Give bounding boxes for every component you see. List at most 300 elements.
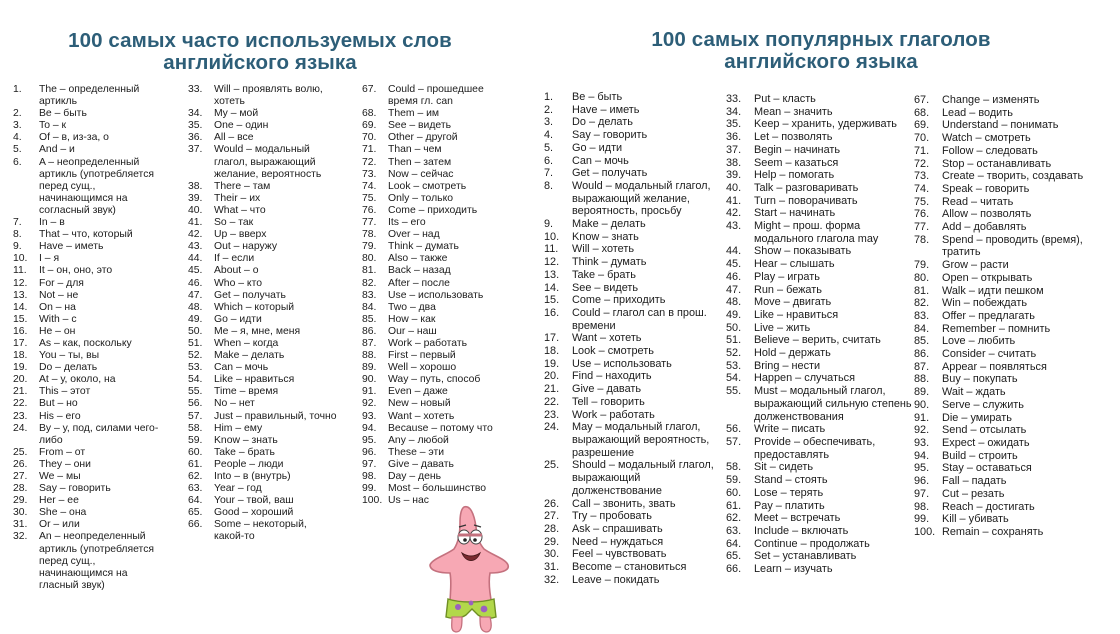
common-word-item bbox=[188, 229, 338, 241]
popular-verb-item-text: Cut – резать bbox=[942, 487, 1005, 500]
popular-verb-item-number: 28. bbox=[544, 522, 560, 535]
popular-verb-item bbox=[726, 500, 912, 513]
popular-verb-item-text: Begin – начинать bbox=[754, 143, 841, 156]
common-word-item bbox=[362, 278, 512, 290]
popular-verb-item bbox=[544, 561, 726, 574]
popular-verb-item-text: Open – открывать bbox=[942, 271, 1033, 284]
popular-verb-item-text: Follow – следовать bbox=[942, 144, 1038, 157]
common-word-item-number: 26. bbox=[13, 458, 28, 470]
popular-verb-item-text: Speak – говорить bbox=[942, 182, 1030, 195]
popular-verb-item bbox=[726, 487, 912, 500]
popular-verb-item-number: 45. bbox=[726, 258, 742, 271]
common-word-item-text: As – как, поскольку bbox=[39, 337, 132, 349]
popular-verb-item bbox=[914, 297, 1104, 310]
common-word-item bbox=[13, 326, 161, 338]
common-word-item bbox=[362, 193, 512, 205]
common-word-item bbox=[188, 108, 338, 120]
popular-verb-item bbox=[726, 461, 912, 474]
common-word-item bbox=[188, 374, 338, 386]
common-word-item-number: 12. bbox=[13, 277, 28, 289]
popular-verb-item bbox=[726, 182, 912, 195]
popular-verb-item-text: Set – устанавливать bbox=[754, 550, 857, 563]
popular-verb-item-number: 30. bbox=[544, 548, 560, 561]
common-word-item bbox=[362, 362, 512, 374]
common-word-item-number: 78. bbox=[362, 229, 377, 241]
popular-verb-item-number: 71. bbox=[914, 144, 930, 157]
popular-verb-item bbox=[914, 335, 1104, 348]
popular-verb-item-text: Continue – продолжать bbox=[754, 537, 870, 550]
common-word-item-text: About – о bbox=[214, 265, 259, 277]
common-word-item-number: 45. bbox=[188, 265, 203, 277]
popular-verb-item bbox=[544, 155, 726, 168]
popular-verb-item-text: Will – хотеть bbox=[572, 243, 635, 256]
common-word-item bbox=[362, 132, 512, 144]
popular-verb-item-number: 66. bbox=[726, 563, 742, 576]
common-word-item-number: 38. bbox=[188, 180, 203, 192]
common-word-item bbox=[13, 84, 161, 108]
common-word-item-number: 14. bbox=[13, 301, 28, 313]
popular-verb-item-number: 46. bbox=[726, 270, 742, 283]
common-word-item-text: For – для bbox=[39, 277, 84, 289]
popular-verb-item bbox=[544, 510, 726, 523]
common-word-item bbox=[13, 386, 161, 398]
common-word-item-number: 79. bbox=[362, 241, 377, 253]
common-word-item-text: When – когда bbox=[214, 337, 279, 349]
common-word-item-text: Year – год bbox=[214, 483, 262, 495]
popular-verb-item-text: Work – работать bbox=[572, 408, 655, 421]
common-word-item-text: From – от bbox=[39, 446, 86, 458]
popular-verb-item-number: 17. bbox=[544, 332, 560, 345]
common-word-item bbox=[362, 314, 512, 326]
popular-verb-item-text: Come – приходить bbox=[572, 294, 666, 307]
common-word-item-number: 88. bbox=[362, 350, 377, 362]
common-word-item-number: 10. bbox=[13, 253, 28, 265]
common-word-item bbox=[13, 374, 161, 386]
popular-verb-item-text: Lose – терять bbox=[754, 486, 824, 499]
common-word-item-number: 86. bbox=[362, 325, 377, 337]
popular-verb-item-number: 24. bbox=[544, 421, 560, 434]
common-word-item-text: Their – их bbox=[214, 192, 261, 204]
common-word-item-text: What – что bbox=[214, 204, 266, 216]
popular-verb-item-number: 29. bbox=[544, 535, 560, 548]
common-words-title-line1: 100 самых часто используемых слов bbox=[68, 28, 452, 52]
popular-verb-item bbox=[726, 157, 912, 170]
common-word-item-text: Day – день bbox=[388, 471, 442, 482]
common-word-item-text: Than – чем bbox=[388, 144, 442, 156]
popular-verb-item bbox=[914, 170, 1104, 183]
common-word-item-text: Our – наш bbox=[388, 325, 437, 337]
common-word-item-number: 22. bbox=[13, 398, 28, 410]
common-word-item-text: Know – знать bbox=[214, 434, 278, 446]
common-word-item bbox=[13, 108, 161, 120]
popular-verb-item-text: Happen – случаться bbox=[754, 372, 855, 385]
popular-verb-item-text: Feel – чувствовать bbox=[572, 548, 667, 561]
popular-verb-item-number: 18. bbox=[544, 345, 560, 358]
common-word-item bbox=[362, 205, 512, 217]
popular-verb-item-number: 57. bbox=[726, 435, 742, 448]
popular-verb-item bbox=[914, 259, 1104, 272]
common-word-item-text: Now – сейчас bbox=[388, 168, 454, 180]
common-word-item-text: At – у, около, на bbox=[39, 374, 116, 386]
popular-verb-item-text: Read – читать bbox=[942, 195, 1014, 208]
common-word-item bbox=[13, 217, 161, 229]
popular-verb-item-text: Start – начинать bbox=[754, 207, 836, 220]
popular-verb-item-text: Like – нравиться bbox=[754, 308, 839, 321]
popular-verb-item bbox=[544, 536, 726, 549]
popular-verb-item bbox=[544, 574, 726, 587]
popular-verb-item-text: Show – показывать bbox=[754, 245, 852, 258]
common-word-item bbox=[13, 531, 161, 591]
popular-verb-item-text: Provide – обеспечивать, предоставлять bbox=[754, 435, 876, 461]
popular-verb-item-text: Seem – казаться bbox=[754, 156, 839, 169]
common-word-item-number: 15. bbox=[13, 313, 28, 325]
popular-verb-item bbox=[544, 498, 726, 511]
popular-verb-item-text: Stand – стоять bbox=[754, 474, 828, 487]
common-word-item-number: 59. bbox=[188, 434, 203, 446]
popular-verb-item-text: Mean – значить bbox=[754, 105, 833, 118]
common-word-item bbox=[188, 241, 338, 253]
popular-verb-item bbox=[914, 462, 1104, 475]
popular-verb-item-number: 11. bbox=[544, 243, 559, 256]
common-word-item-number: 35. bbox=[188, 120, 203, 132]
common-word-item-number: 44. bbox=[188, 253, 203, 265]
common-word-item-text: You – ты, вы bbox=[39, 350, 100, 362]
popular-verb-item bbox=[914, 513, 1104, 526]
popular-verb-item bbox=[914, 310, 1104, 323]
popular-verb-item-number: 13. bbox=[544, 268, 560, 281]
common-word-item-text: Not – не bbox=[39, 289, 79, 301]
popular-verb-item-text: Ask – спрашивать bbox=[572, 522, 663, 535]
common-word-item-text: New – новый bbox=[388, 398, 451, 410]
common-word-item-number: 24. bbox=[13, 422, 28, 434]
popular-verb-item-number: 40. bbox=[726, 181, 742, 194]
popular-verb-item-number: 80. bbox=[914, 271, 930, 284]
common-word-item-text: Back – назад bbox=[388, 265, 451, 277]
popular-verb-item-number: 42. bbox=[726, 207, 742, 220]
common-word-item-text: With – с bbox=[39, 313, 77, 325]
common-word-item-text: Have – иметь bbox=[39, 241, 104, 253]
common-word-item bbox=[362, 338, 512, 350]
common-word-item-number: 69. bbox=[362, 120, 377, 132]
common-word-item-text: See – видеть bbox=[388, 120, 452, 132]
popular-verb-item-number: 38. bbox=[726, 156, 742, 169]
popular-verb-item-text: Move – двигать bbox=[754, 296, 832, 309]
popular-verb-item bbox=[726, 550, 912, 563]
common-word-item-number: 90. bbox=[362, 374, 377, 386]
popular-verb-item-text: Try – пробовать bbox=[572, 510, 652, 523]
common-word-item bbox=[188, 144, 338, 180]
common-word-item-text: One – один bbox=[214, 120, 269, 132]
common-word-item-number: 80. bbox=[362, 253, 377, 265]
common-word-item-text: Give – давать bbox=[388, 458, 454, 470]
common-word-item bbox=[188, 398, 338, 410]
common-word-item-number: 71. bbox=[362, 144, 377, 156]
popular-verb-item bbox=[914, 361, 1104, 374]
popular-verb-item bbox=[914, 373, 1104, 386]
popular-verb-item bbox=[544, 332, 726, 345]
common-word-item bbox=[13, 265, 161, 277]
popular-verb-item-number: 48. bbox=[726, 296, 742, 309]
popular-verb-item-text: Build – строить bbox=[942, 449, 1018, 462]
common-word-item-number: 27. bbox=[13, 471, 28, 482]
common-word-item-number: 52. bbox=[188, 350, 203, 362]
popular-verb-item-text: Bring – нести bbox=[754, 359, 821, 372]
popular-verb-item bbox=[544, 256, 726, 269]
common-word-item-text: Use – использовать bbox=[388, 289, 484, 301]
popular-verb-item-number: 68. bbox=[914, 106, 930, 119]
popular-verb-item-number: 43. bbox=[726, 220, 742, 233]
popular-verb-item-text: Write – писать bbox=[754, 423, 826, 436]
common-word-item-number: 98. bbox=[362, 471, 377, 482]
common-word-item bbox=[13, 398, 161, 410]
common-word-item bbox=[362, 265, 512, 277]
popular-verb-item-text: Offer – предлагать bbox=[942, 309, 1035, 322]
common-word-item-number: 28. bbox=[13, 483, 28, 495]
popular-verb-item-number: 56. bbox=[726, 423, 742, 436]
common-word-item-text: Us – нас bbox=[388, 495, 429, 507]
popular-verbs-column-2 bbox=[726, 93, 912, 576]
popular-verb-item bbox=[544, 383, 726, 396]
popular-verb-item bbox=[544, 459, 726, 497]
popular-verb-item-text: Win – побеждать bbox=[942, 297, 1027, 310]
common-word-item-number: 85. bbox=[362, 313, 377, 325]
common-word-item-text: To – к bbox=[39, 120, 67, 132]
popular-verb-item-number: 34. bbox=[726, 105, 742, 118]
common-word-item-number: 50. bbox=[188, 325, 203, 337]
common-words-title bbox=[0, 30, 520, 74]
common-word-item-number: 13. bbox=[13, 289, 28, 301]
popular-verb-item bbox=[914, 94, 1104, 107]
common-word-item-number: 21. bbox=[13, 386, 28, 398]
common-word-item bbox=[362, 350, 512, 362]
common-word-item-text: Her – ее bbox=[39, 495, 79, 507]
popular-verb-item-number: 76. bbox=[914, 208, 930, 221]
common-word-item-text: Him – ему bbox=[214, 422, 263, 434]
popular-verb-item-text: Go – идти bbox=[572, 141, 623, 154]
common-word-item-text: Get – получать bbox=[214, 289, 286, 301]
common-word-item bbox=[362, 374, 512, 386]
common-word-item-number: 48. bbox=[188, 301, 203, 313]
common-word-item-text: Would – модальный глагол, выражающий желание, вероятность bbox=[214, 144, 322, 180]
common-word-item-text: Make – делать bbox=[214, 350, 285, 362]
common-word-item-number: 20. bbox=[13, 374, 28, 386]
popular-verb-item-number: 33. bbox=[726, 93, 742, 105]
popular-verb-item bbox=[914, 475, 1104, 488]
popular-verb-item-text: Look – смотреть bbox=[572, 345, 654, 358]
popular-verb-item-number: 85. bbox=[914, 335, 930, 348]
popular-verb-item bbox=[914, 526, 1104, 539]
common-word-item-number: 77. bbox=[362, 217, 377, 229]
common-word-item-text: Me – я, мне, меня bbox=[214, 325, 301, 337]
popular-verb-item bbox=[544, 167, 726, 180]
popular-verb-item-text: Buy – покупать bbox=[942, 373, 1018, 386]
common-word-item bbox=[188, 435, 338, 447]
popular-verb-item-number: 95. bbox=[914, 462, 930, 475]
popular-verb-item bbox=[914, 221, 1104, 234]
popular-verb-item-number: 96. bbox=[914, 475, 930, 488]
common-word-item bbox=[362, 157, 512, 169]
common-word-item-number: 29. bbox=[13, 495, 28, 507]
common-word-item-text: Be – быть bbox=[39, 108, 87, 120]
popular-verb-item-text: Remain – сохранять bbox=[942, 525, 1044, 538]
popular-verb-item-number: 7. bbox=[544, 167, 554, 180]
common-word-item-text: There – там bbox=[214, 180, 271, 192]
popular-verb-item bbox=[726, 322, 912, 335]
popular-verb-item-text: Could – глагол can в прош. времени bbox=[572, 306, 707, 332]
popular-verb-item-text: Love – любить bbox=[942, 335, 1016, 348]
common-word-item-text: Look – смотреть bbox=[388, 180, 467, 192]
common-word-item bbox=[362, 435, 512, 447]
popular-verb-item bbox=[726, 118, 912, 131]
popular-verb-item-number: 58. bbox=[726, 461, 742, 474]
common-word-item-number: 87. bbox=[362, 337, 377, 349]
popular-verb-item-number: 82. bbox=[914, 297, 930, 310]
common-word-item bbox=[188, 350, 338, 362]
common-word-item-number: 16. bbox=[13, 325, 28, 337]
popular-verbs-title-line2: английского языка bbox=[724, 49, 918, 73]
common-word-item-number: 40. bbox=[188, 204, 203, 216]
common-word-item bbox=[188, 253, 338, 265]
popular-verb-item-text: Sit – сидеть bbox=[754, 461, 814, 474]
common-word-item-number: 91. bbox=[362, 386, 377, 398]
popular-verb-item-number: 52. bbox=[726, 347, 742, 360]
common-word-item bbox=[188, 278, 338, 290]
common-word-item-number: 67. bbox=[362, 84, 377, 95]
popular-verb-item-number: 37. bbox=[726, 143, 742, 156]
popular-verb-item-text: Need – нуждаться bbox=[572, 535, 664, 548]
popular-verb-item-number: 1. bbox=[544, 91, 554, 103]
popular-verb-item bbox=[544, 370, 726, 383]
common-word-item-number: 83. bbox=[362, 289, 377, 301]
common-word-item bbox=[362, 326, 512, 338]
popular-verb-item bbox=[914, 437, 1104, 450]
popular-verb-item-number: 61. bbox=[726, 499, 742, 512]
common-word-item-text: These – эти bbox=[388, 446, 445, 458]
common-word-item-text: Some – некоторый, какой-то bbox=[214, 519, 307, 543]
common-word-item-number: 75. bbox=[362, 192, 377, 204]
common-word-item-text: We – мы bbox=[39, 471, 81, 482]
popular-verb-item-number: 90. bbox=[914, 398, 930, 411]
popular-verb-item-number: 62. bbox=[726, 512, 742, 525]
common-word-item bbox=[362, 217, 512, 229]
common-word-item bbox=[188, 181, 338, 193]
common-word-item-text: Could – прошедшее время гл. can bbox=[388, 84, 484, 108]
common-word-item bbox=[362, 290, 512, 302]
popular-verb-item-number: 44. bbox=[726, 245, 742, 258]
popular-verb-item-number: 74. bbox=[914, 182, 930, 195]
common-word-item bbox=[362, 181, 512, 193]
common-word-item-text: Come – приходить bbox=[388, 204, 478, 216]
common-word-item-text: People – люди bbox=[214, 458, 284, 470]
popular-verb-item-number: 6. bbox=[544, 154, 554, 167]
popular-verb-item-text: Tell – говорить bbox=[572, 395, 645, 408]
common-word-item bbox=[188, 205, 338, 217]
common-word-item-number: 95. bbox=[362, 434, 377, 446]
common-word-item-number: 89. bbox=[362, 362, 377, 374]
popular-verb-item-text: Do – делать bbox=[572, 116, 633, 129]
popular-verb-item-number: 97. bbox=[914, 487, 930, 500]
common-word-item bbox=[362, 241, 512, 253]
popular-verb-item bbox=[726, 334, 912, 347]
common-word-item-text: Your – твой, ваш bbox=[214, 495, 294, 507]
common-word-item-number: 53. bbox=[188, 362, 203, 374]
popular-verb-item bbox=[726, 220, 912, 245]
common-word-item-number: 43. bbox=[188, 241, 203, 253]
popular-verb-item bbox=[726, 512, 912, 525]
popular-verb-item-text: Might – прош. форма модального глагола may bbox=[754, 220, 879, 245]
common-word-item bbox=[188, 217, 338, 229]
common-word-item bbox=[13, 338, 161, 350]
popular-verb-item bbox=[544, 116, 726, 129]
common-word-item bbox=[362, 411, 512, 423]
popular-verb-item-number: 39. bbox=[726, 169, 742, 182]
popular-verb-item bbox=[726, 131, 912, 144]
common-word-item bbox=[362, 120, 512, 132]
common-word-item bbox=[188, 423, 338, 435]
popular-verb-item-number: 64. bbox=[726, 537, 742, 550]
popular-verb-item bbox=[914, 196, 1104, 209]
popular-verb-item-text: Talk – разговаривать bbox=[754, 181, 859, 194]
popular-verb-item-text: Add – добавлять bbox=[942, 221, 1027, 234]
popular-verb-item bbox=[544, 396, 726, 409]
common-word-item-number: 2. bbox=[13, 108, 22, 120]
popular-verb-item bbox=[726, 474, 912, 487]
common-word-item-text: Or – или bbox=[39, 519, 80, 531]
popular-verb-item-number: 54. bbox=[726, 372, 742, 385]
popular-verb-item-number: 84. bbox=[914, 322, 930, 335]
common-word-item bbox=[13, 241, 161, 253]
common-words-title-line2: английского языка bbox=[163, 50, 357, 74]
popular-verb-item-text: Reach – достигать bbox=[942, 500, 1035, 513]
common-word-item-number: 73. bbox=[362, 168, 377, 180]
common-word-item bbox=[362, 169, 512, 181]
popular-verb-item-number: 88. bbox=[914, 373, 930, 386]
common-word-item bbox=[188, 483, 338, 495]
common-word-item-number: 100. bbox=[362, 495, 383, 507]
popular-verb-item-number: 22. bbox=[544, 395, 560, 408]
popular-verb-item-number: 53. bbox=[726, 359, 742, 372]
popular-verb-item-number: 27. bbox=[544, 510, 560, 523]
common-word-item-text: If – если bbox=[214, 253, 255, 265]
common-word-item bbox=[362, 423, 512, 435]
popular-verb-item-text: Should – модальный глагол, выражающий долженствование bbox=[572, 459, 714, 497]
popular-verb-item-number: 23. bbox=[544, 408, 560, 421]
popular-verb-item-number: 36. bbox=[726, 131, 742, 144]
common-word-item bbox=[188, 132, 338, 144]
popular-verb-item-text: Run – бежать bbox=[754, 283, 822, 296]
popular-verb-item bbox=[544, 269, 726, 282]
popular-verb-item bbox=[914, 234, 1104, 259]
popular-verb-item bbox=[544, 358, 726, 371]
popular-verb-item bbox=[726, 538, 912, 551]
popular-verb-item-number: 65. bbox=[726, 550, 742, 563]
popular-verb-item-number: 47. bbox=[726, 283, 742, 296]
common-word-item-text: By – у, под, силами чего-либо bbox=[39, 422, 159, 446]
popular-verb-item bbox=[544, 218, 726, 231]
common-word-item bbox=[188, 386, 338, 398]
common-word-item-number: 41. bbox=[188, 217, 203, 229]
common-word-item-text: Just – правильный, точно bbox=[214, 410, 337, 422]
popular-verb-item-text: Walk – идти пешком bbox=[942, 284, 1044, 297]
common-word-item bbox=[188, 471, 338, 483]
popular-verb-item bbox=[544, 548, 726, 561]
common-word-item-number: 54. bbox=[188, 374, 203, 386]
common-word-item-text: Want – хотеть bbox=[388, 410, 455, 422]
common-word-item-number: 68. bbox=[362, 108, 377, 120]
common-word-item-number: 3. bbox=[13, 120, 22, 132]
popular-verb-item-number: 77. bbox=[914, 221, 930, 234]
popular-verb-item-text: Get – получать bbox=[572, 167, 648, 180]
